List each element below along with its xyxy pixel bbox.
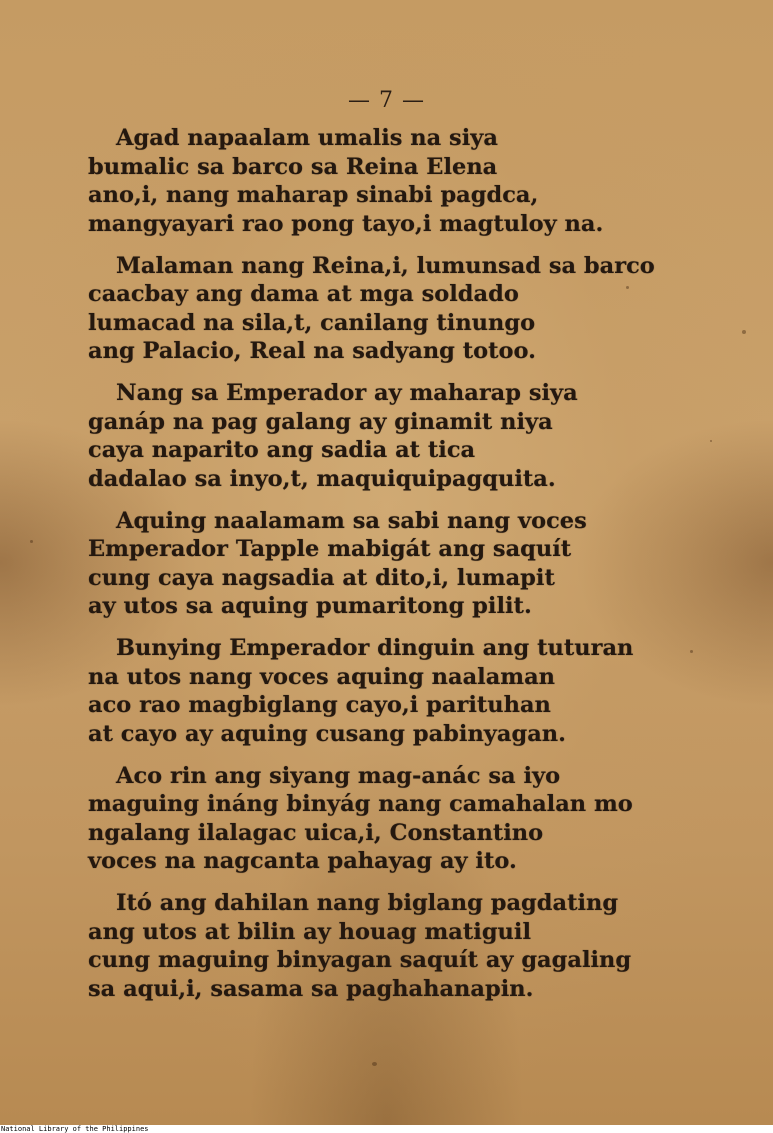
paper-speck bbox=[30, 540, 33, 543]
stanza bbox=[88, 379, 688, 493]
verse-line: Emperador Tapple mabigát ang saquít bbox=[88, 536, 572, 562]
paper-speck bbox=[372, 1062, 377, 1066]
stanza bbox=[88, 252, 688, 366]
stanza bbox=[88, 507, 688, 621]
paper-speck bbox=[742, 330, 746, 334]
verse-line: mangyayari rao pong tayo,i magtuloy na. bbox=[88, 210, 604, 237]
verse-line: ay utos sa aquing pumaritong pilit. bbox=[88, 593, 532, 619]
verse-line: sa aqui,i, sasama sa paghahanapin. bbox=[88, 975, 534, 1002]
page-number: — 7 — bbox=[348, 88, 425, 113]
paper-speck bbox=[710, 440, 712, 442]
verse-line: Aquing naalamam sa sabi nang voces bbox=[116, 507, 587, 534]
stanza bbox=[88, 762, 688, 876]
verse-line: cung caya nagsadia at dito,i, lumapit bbox=[88, 564, 555, 591]
verse-line: cung maguing binyagan saquít ay gagaling bbox=[88, 947, 632, 973]
stanza bbox=[88, 124, 688, 238]
verse-line: bumalic sa barco sa Reina Elena bbox=[88, 153, 498, 180]
stanza bbox=[88, 634, 688, 748]
verse-line: caacbay ang dama at mga soldado bbox=[88, 281, 519, 307]
verse-line: aco rao magbiglang cayo,i parituhan bbox=[88, 692, 551, 718]
verse-line: na utos nang voces aquing naalaman bbox=[88, 663, 556, 690]
verse-line: voces na nagcanta pahayag ay ito. bbox=[88, 848, 517, 874]
verse-line: at cayo ay aquing cusang pabinyagan. bbox=[88, 720, 566, 747]
verse-line: lumacad na sila,t, canilang tinungo bbox=[88, 309, 536, 336]
verse-line: ang utos at bilin ay houag matiguil bbox=[88, 918, 532, 945]
footer-watermark: National Library of the Philippines bbox=[0, 1125, 773, 1133]
verse-line: Malaman nang Reina,i, lumunsad sa barco bbox=[116, 252, 655, 279]
verse-line: dadalao sa inyo,t, maquiquipagquita. bbox=[88, 465, 556, 492]
verse-line: caya naparito ang sadia at tica bbox=[88, 437, 476, 463]
verse-line: ganáp na pag galang ay ginamit niya bbox=[88, 408, 553, 435]
verse-line: Nang sa Emperador ay maharap siya bbox=[116, 380, 578, 406]
verse-line: ano,i, nang maharap sinabi pagdca, bbox=[88, 182, 539, 208]
verse-line: Bunying Emperador dinguin ang tuturan bbox=[116, 635, 634, 661]
verse-line: Aco rin ang siyang mag-anác sa iyo bbox=[116, 762, 561, 789]
verse-line: maguing ináng binyág nang camahalan mo bbox=[88, 791, 633, 817]
verse-line: ang Palacio, Real na sadyang totoo. bbox=[88, 338, 536, 364]
verse-line: ngalang ilalagac uica,i, Constantino bbox=[88, 819, 544, 846]
verse-line: Agad napaalam umalis na siya bbox=[116, 125, 498, 151]
verse-line: Itó ang dahilan nang biglang pagdating bbox=[116, 890, 619, 916]
stanza bbox=[88, 889, 688, 1003]
paper-speck bbox=[690, 650, 693, 653]
poem-text bbox=[88, 124, 688, 1017]
